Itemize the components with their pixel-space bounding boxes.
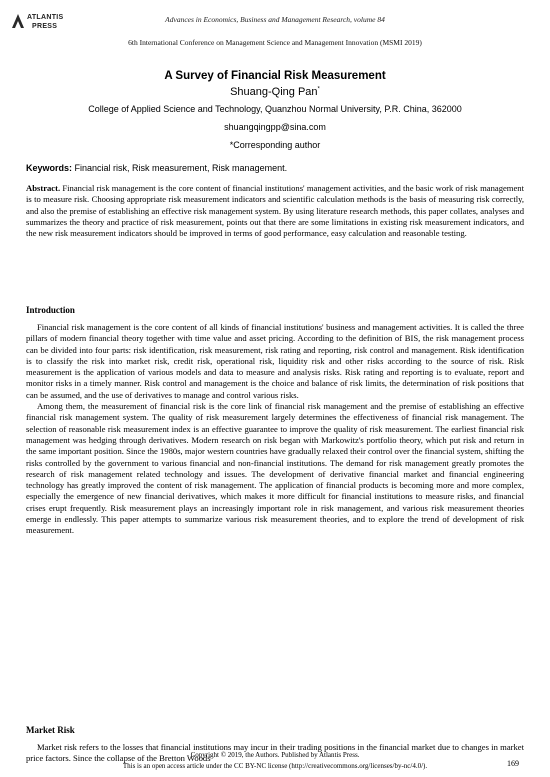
paragraph: Financial risk management is the core content of all kinds of financial institutions' business and management activities. It is called the three pillars of modern financial theory together with time value and asset pricing. According to the definition of BIS, the risk management process can be divided into four parts: risk identification, risk measurement, risk rating and reporting, risk control and management. Risk identification is to classify the risk into market risk, credit risk, operational risk, liquidity risk and other risks according to the source of risk. Risk measurement is the application of various models and data to measure and analysis risks. Risk rating and reporting is to evaluate, report and monitor risks in a timely manner. Risk control and management is the choice and balance of risk limits, the determination of risk positions that can be assumed, and the use of derivatives to manage and control various risks. [26,322,524,400]
abstract-text: Financial risk management is the core content of financial institutions' management activities, and the basic work of risk management is to measure risk. Choosing appropriate risk measurement indicators and scientific calculation methods is the basis of measuring risk correctly, and also the premise of establishing an effective risk management system. By using literature research methods, this paper collates, analyses and summarizes the theory and practice of risk measurement, points out that there are some limitations in existing risk measurement indicators, and the new risk measurement indicators should be improved in terms of good performance, easy calculation and reasonable testing. [26,183,524,239]
introduction-body [26,322,524,537]
author-mark: * [317,86,320,93]
author-line [0,86,550,98]
abstract [26,183,524,239]
journal-title: Advances in Economics, Business and Management Research, volume 84 [165,15,385,24]
copyright-notice: Copyright © 2019, the Authors. Published by Atlantis Press. [190,751,360,759]
paragraph: Market risk refers to the losses that financial institutions may incur in their trading positions in the financial market due to changes in market price factors. Since the collapse of the Bretton Woods [26,742,524,764]
keywords-label: Keywords: [26,163,73,173]
abstract-label: Abstract. [26,183,61,193]
keywords-text: Financial risk, Risk measurement, Risk management. [72,163,288,173]
author-email: shuangqingpp@sina.com [224,122,326,132]
section-heading-introduction: Introduction [26,305,75,315]
publisher-name-line2: PRESS [32,23,58,30]
publisher-name-line1: ATLANTIS [27,14,64,21]
section-heading-market-risk: Market Risk [26,725,75,735]
author-name: Shuang-Qing Pan [230,86,318,98]
page-number: 169 [507,759,519,768]
corresponding-note: *Corresponding author [229,140,321,150]
paragraph: Among them, the measurement of financial risk is the core link of financial risk management and the premise of establishing an effective financial risk management system. The quality of risk measurement largely determines the effectiveness of financial risk management. The selection of reasonable risk measurement index is an effective guarantee to improve the quality of risk measurement. The earliest financial risk management was hedging through derivatives. Modern research on risk began with Markowitz's portfolio theory, which put risk and return in the same important position. Since the 1980s, major western countries have gradually relaxed their control over the financial system, shifting the risks controlled by the government to various financial and non-financial institutions. The demand for risk management greatly promotes the research of risk management related technology and issues. The development of derivative financial market and financial engineering technology has greatly improved the content of risk management. The application of financial products is becoming more and more complex, especially the emergence of new financial derivatives, which makes it more difficult for financial institutions to measure risks, and financial crises erupt frequently. Risk measurement plays an increasingly important role in risk management, and various risk measurement theories emerge in endlessly. This paper attempts to summarize various risk measurement theories, and to explore the trend of development of risk measurement. [26,401,524,536]
license-notice: This is an open access article under the CC BY-NC license (http://creativecommons.org/licenses/by-nc/4.0/). [122,762,428,770]
conference-name: 6th International Conference on Management Science and Management Innovation (MSMI 2019) [128,38,422,47]
keywords [26,163,526,173]
affiliation: College of Applied Science and Technology, Quanzhou Normal University, P.R. China, 362000 [88,104,462,114]
paper-title: A Survey of Financial Risk Measurement [164,70,386,82]
